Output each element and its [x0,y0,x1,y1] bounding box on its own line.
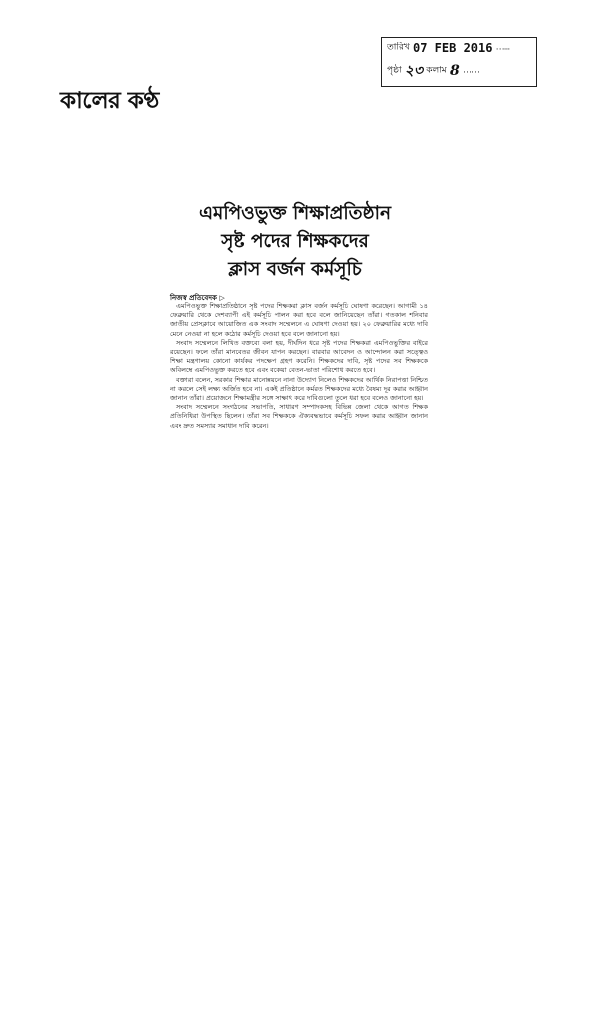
article-paragraph: সংবাদ সম্মেলনে সংগঠনের সভাপতি, সাধারণ সম্পাদকসহ বিভিন্ন জেলা থেকে আগত শিক্ষক প্রতিনিধিরা উপস্থিত ছিলেন। তাঁরা সব শিক্ষককে ঐক্যবদ্ধভাবে কর্মসূচি সফল করার আহ্বান জানান এবং দ্রুত সমস্যার সমাধান দাবি করেন। [170,403,428,430]
stamp-column-value: 8 [450,64,460,79]
article-paragraph: এমপিওভুক্ত শিক্ষাপ্রতিষ্ঠানে সৃষ্ট পদের শিক্ষকরা ক্লাস বর্জন কর্মসূচি ঘোষণা করেছেন। আগামী ১৪ ফেব্রুয়ারি থেকে দেশব্যাপী এই কর্মসূচি পালন করা হবে বলে জানিয়েছেন তাঁরা। গতকাল শনিবার জাতীয় প্রেসক্লাবে আয়োজিত এক সংবাদ সম্মেলনে এ ঘোষণা দেওয়া হয়। ২০ ফেব্রুয়ারির মধ্যে দাবি মেনে নেওয়া না হলে কঠোর কর্মসূচি দেওয়া হবে বলে জানানো হয়। [170,302,428,338]
stamp-date-row [387,42,532,62]
stamp-column-label: কলাম [426,65,447,76]
article-headline-block [162,200,428,284]
stamp-dots: …... [495,42,510,53]
stamp-dots: …… [462,65,479,76]
stamp-date-label: তারিখ [387,42,410,53]
headline-line-3: ক্লাস বর্জন কর্মসূচি [228,259,362,280]
article-paragraph: বক্তারা বলেন, সরকার শিক্ষার মানোন্নয়নে নানা উদ্যোগ নিলেও শিক্ষকদের আর্থিক নিরাপত্তা নিশ্চিত না করলে সেই লক্ষ্য অর্জিত হবে না। একই প্রতিষ্ঠানে কর্মরত শিক্ষকদের মধ্যে বৈষম্য দূর করার আহ্বান জানান তাঁরা। প্রয়োজনে শিক্ষামন্ত্রীর সঙ্গে সাক্ষাৎ করে দাবিগুলো তুলে ধরা হবে বলেও জানানো হয়। [170,375,428,403]
article-body [170,302,428,528]
newspaper-masthead: কালের কণ্ঠ [60,88,159,114]
stamp-page-row [387,64,532,84]
stamp-page-label: পৃষ্ঠা [387,65,402,76]
headline-line-1: এমপিওভুক্ত শিক্ষাপ্রতিষ্ঠান [198,203,392,224]
date-page-stamp [381,37,537,87]
stamp-page-value: ২৩ [404,64,423,79]
article-byline: নিজস্ব প্রতিবেদক ▷ [170,294,225,302]
article-paragraph: সংবাদ সম্মেলনে লিখিত বক্তব্যে বলা হয়, দীর্ঘদিন ধরে সৃষ্ট পদের শিক্ষকরা এমপিওভুক্তির বাইরে রয়েছেন। ফলে তাঁরা মানবেতর জীবন যাপন করছেন। বারবার আবেদন ও আন্দোলন করা সত্ত্বেও শিক্ষা মন্ত্রণালয় কোনো কার্যকর পদক্ষেপ গ্রহণ করেনি। শিক্ষকদের দাবি, সৃষ্ট পদের সব শিক্ষককে অবিলম্বে এমপিওভুক্ত করতে হবে এবং বকেয়া বেতন-ভাতা পরিশোধ করতে হবে। [170,338,428,375]
headline-line-2: সৃষ্ট পদের শিক্ষকদের [221,231,369,252]
stamp-date-value: 07 FEB 2016 [413,42,493,55]
